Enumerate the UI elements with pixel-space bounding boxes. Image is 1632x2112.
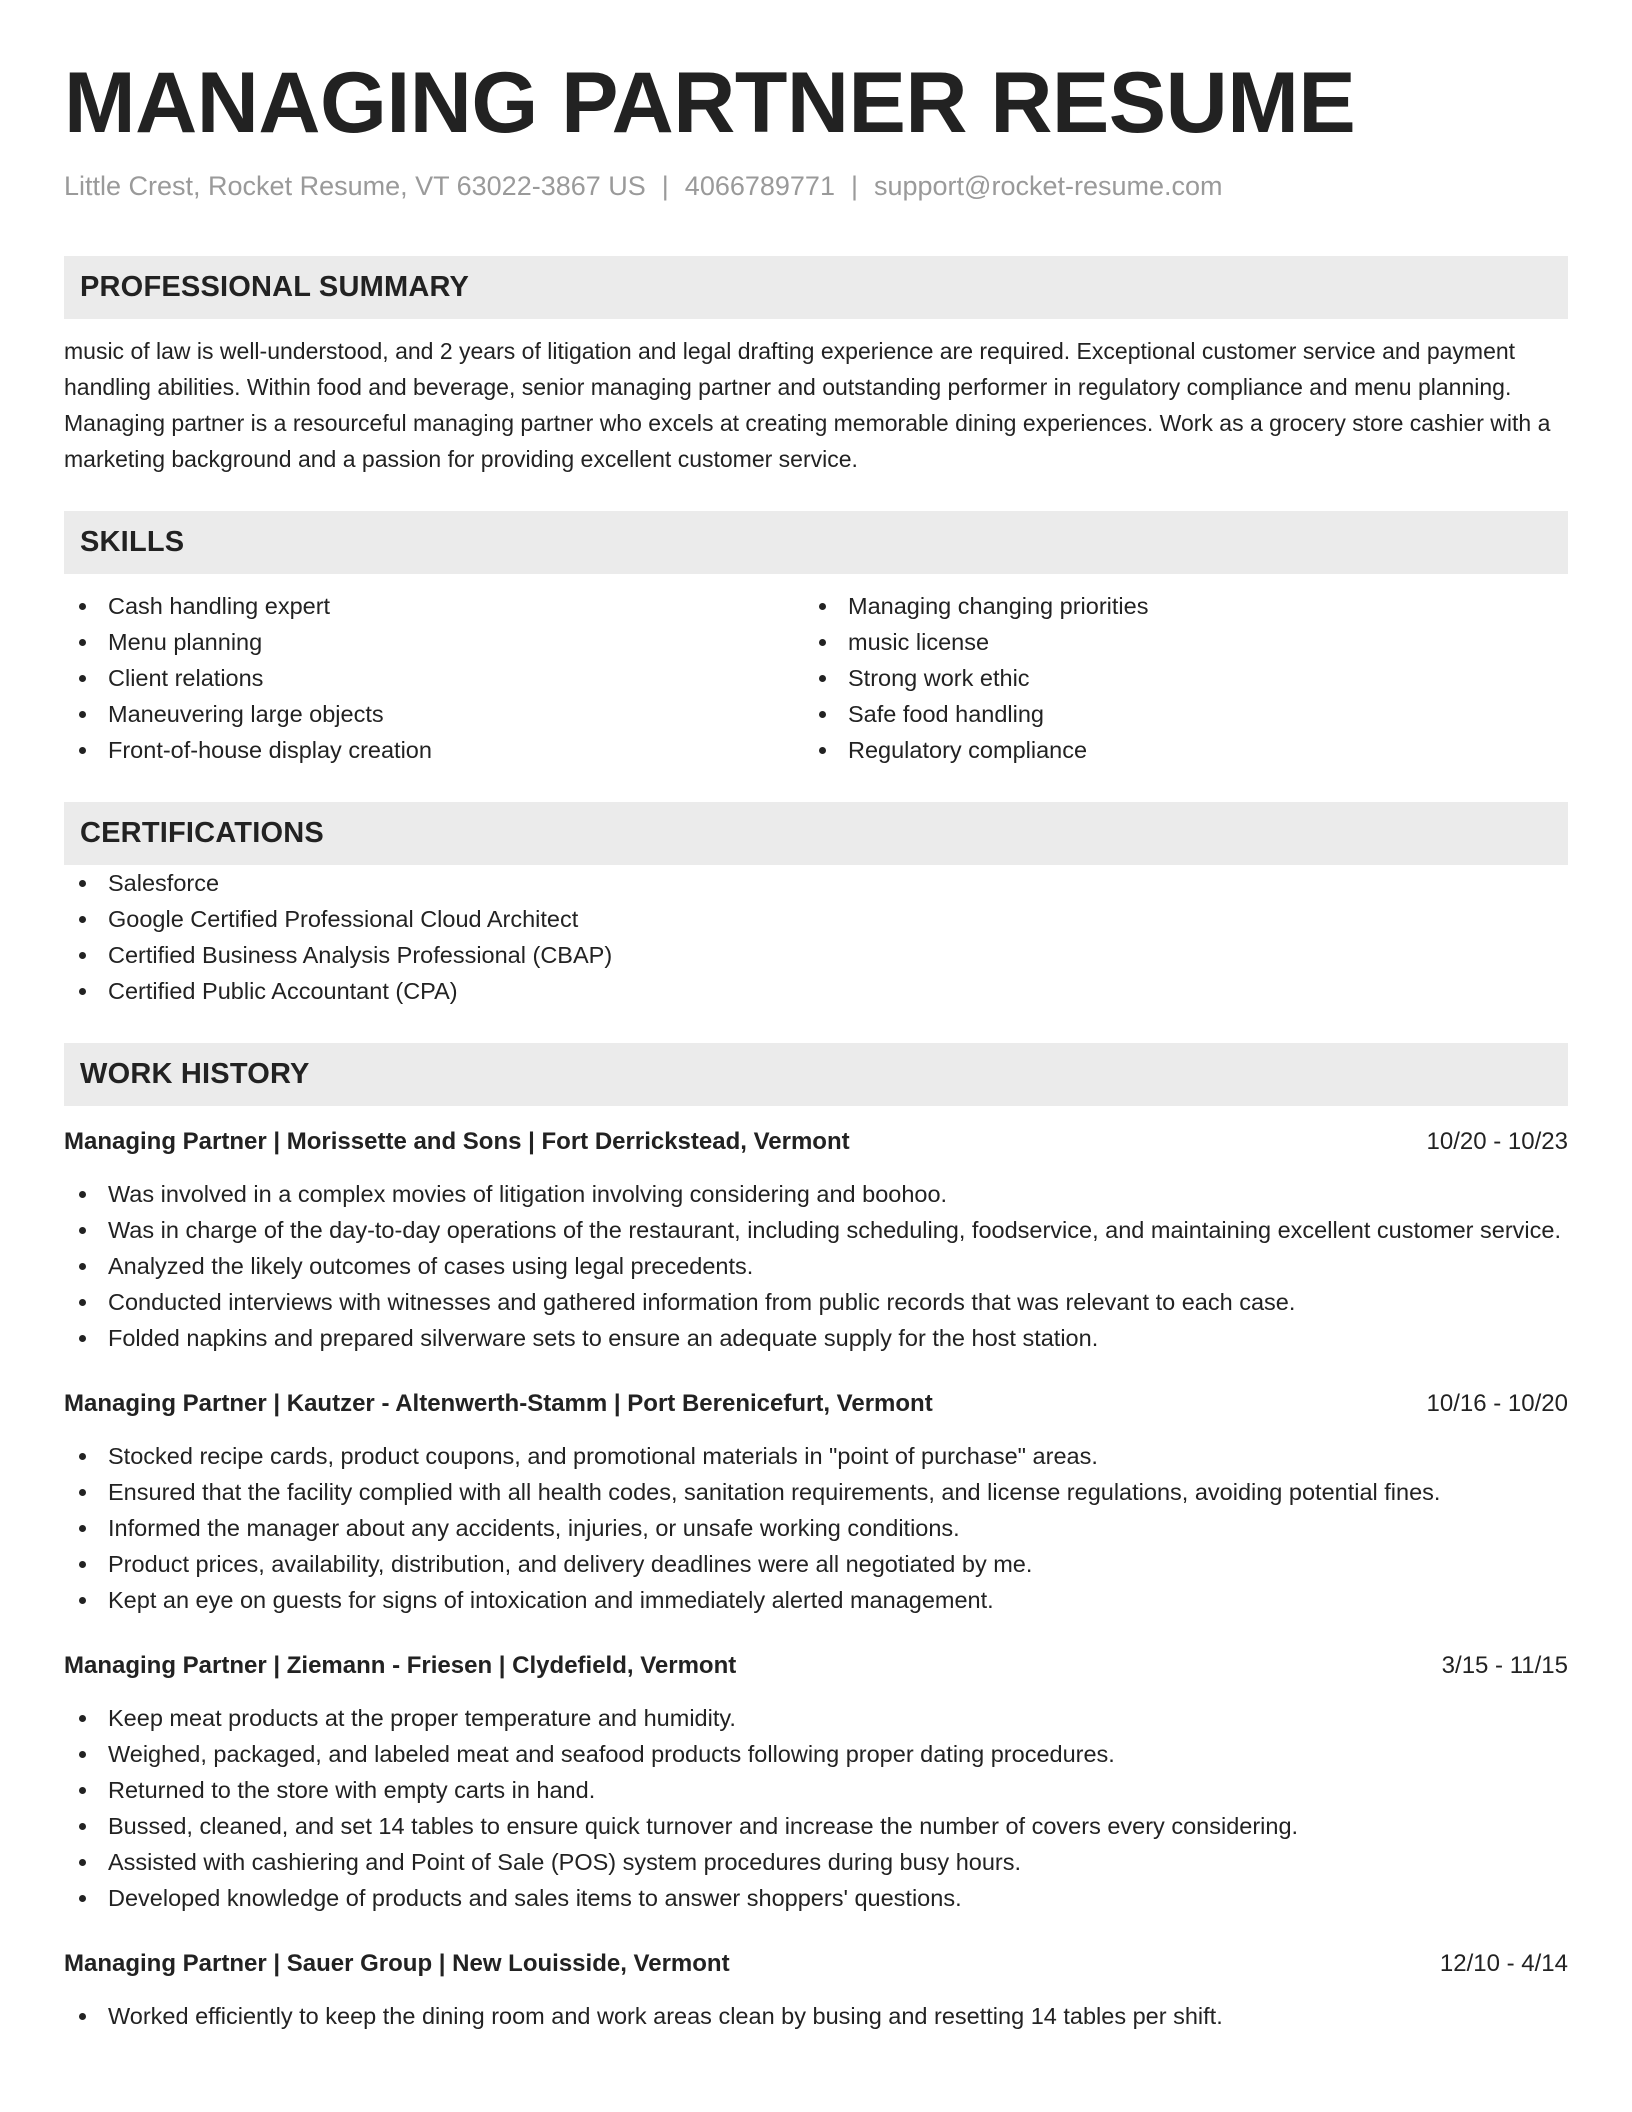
skills-list-left bbox=[64, 588, 804, 768]
skill-item: Maneuvering large objects bbox=[64, 696, 804, 732]
resume-page bbox=[64, 0, 1568, 2034]
job-bullet: Keep meat products at the proper temperature and humidity. bbox=[64, 1700, 1568, 1736]
contact-separator: | bbox=[661, 171, 669, 201]
job-dates: 10/20 - 10/23 bbox=[1426, 1128, 1568, 1155]
certifications-list bbox=[64, 865, 1568, 1009]
job-bullet: Bussed, cleaned, and set 14 tables to ensure quick turnover and increase the number of covers every considering. bbox=[64, 1808, 1568, 1844]
certification-item: Certified Public Accountant (CPA) bbox=[64, 973, 1568, 1009]
skills-grid bbox=[64, 588, 1568, 768]
summary-text: music of law is well-understood, and 2 years of litigation and legal drafting experience are required. Exceptional customer service and payment handling abilities. Within food and beverage, senior managing partner and outstanding performer in regulatory compliance and menu planning. Managing partner is a resourceful managing partner who excels at creating memorable dining experiences. Work as a grocery store cashier with a marketing background and a passion for providing excellent customer service. bbox=[64, 338, 1551, 472]
job-bullet: Informed the manager about any accidents, injuries, or unsafe working conditions. bbox=[64, 1510, 1568, 1546]
job-header bbox=[64, 1648, 1568, 1684]
page-title: MANAGING PARTNER RESUME bbox=[64, 55, 1356, 151]
section-header-summary: PROFESSIONAL SUMMARY bbox=[64, 256, 1568, 319]
job-entry bbox=[64, 1648, 1568, 1916]
skill-item: Front-of-house display creation bbox=[64, 732, 804, 768]
contact-phone: 4066789771 bbox=[684, 171, 835, 201]
contact-address: Little Crest, Rocket Resume, VT 63022-3867 US bbox=[64, 171, 646, 201]
skill-item: Strong work ethic bbox=[804, 660, 1544, 696]
job-bullet: Conducted interviews with witnesses and gathered information from public records that was relevant to each case. bbox=[64, 1284, 1568, 1320]
job-bullet: Worked efficiently to keep the dining room and work areas clean by busing and resetting 14 tables per shift. bbox=[64, 1998, 1568, 2034]
skill-item: Client relations bbox=[64, 660, 804, 696]
job-bullet: Analyzed the likely outcomes of cases using legal precedents. bbox=[64, 1248, 1568, 1284]
job-title: Managing Partner | Morissette and Sons | Fort Derrickstead, Vermont bbox=[64, 1128, 850, 1155]
job-bullet: Was in charge of the day-to-day operations of the restaurant, including scheduling, foodservice, and maintaining excellent customer service. bbox=[64, 1212, 1568, 1248]
job-bullet: Developed knowledge of products and sales items to answer shoppers' questions. bbox=[64, 1880, 1568, 1916]
job-bullets bbox=[64, 1700, 1568, 1916]
section-header-work-history: WORK HISTORY bbox=[64, 1043, 1568, 1106]
job-entry bbox=[64, 1124, 1568, 1356]
job-header bbox=[64, 1946, 1568, 1982]
skill-item: Regulatory compliance bbox=[804, 732, 1544, 768]
job-bullet: Product prices, availability, distribution, and delivery deadlines were all negotiated by me. bbox=[64, 1546, 1568, 1582]
job-bullet: Ensured that the facility complied with all health codes, sanitation requirements, and license regulations, avoiding potential fines. bbox=[64, 1474, 1568, 1510]
job-bullets bbox=[64, 1998, 1568, 2034]
certification-item: Certified Business Analysis Professional (CBAP) bbox=[64, 937, 1568, 973]
contact-email: support@rocket-resume.com bbox=[873, 171, 1223, 201]
certification-item: Google Certified Professional Cloud Architect bbox=[64, 901, 1568, 937]
job-header bbox=[64, 1124, 1568, 1160]
job-dates: 3/15 - 11/15 bbox=[1441, 1652, 1568, 1679]
job-bullet: Assisted with cashiering and Point of Sale (POS) system procedures during busy hours. bbox=[64, 1844, 1568, 1880]
job-title: Managing Partner | Kautzer - Altenwerth-Stamm | Port Berenicefurt, Vermont bbox=[64, 1390, 933, 1417]
job-bullet: Stocked recipe cards, product coupons, and promotional materials in "point of purchase" areas. bbox=[64, 1438, 1568, 1474]
skill-item: Cash handling expert bbox=[64, 588, 804, 624]
skill-item: Managing changing priorities bbox=[804, 588, 1544, 624]
job-title: Managing Partner | Ziemann - Friesen | Clydefield, Vermont bbox=[64, 1652, 737, 1679]
job-bullet: Returned to the store with empty carts in hand. bbox=[64, 1772, 1568, 1808]
job-header bbox=[64, 1386, 1568, 1422]
skill-item: Menu planning bbox=[64, 624, 804, 660]
job-bullets bbox=[64, 1438, 1568, 1618]
job-bullet: Was involved in a complex movies of litigation involving considering and boohoo. bbox=[64, 1176, 1568, 1212]
section-header-skills: SKILLS bbox=[64, 511, 1568, 574]
job-bullet: Kept an eye on guests for signs of intoxication and immediately alerted management. bbox=[64, 1582, 1568, 1618]
contact-line bbox=[64, 168, 1568, 204]
section-header-certifications: CERTIFICATIONS bbox=[64, 802, 1568, 865]
skill-item: Safe food handling bbox=[804, 696, 1544, 732]
job-bullets bbox=[64, 1176, 1568, 1356]
job-entry bbox=[64, 1946, 1568, 2034]
job-bullet: Weighed, packaged, and labeled meat and seafood products following proper dating procedures. bbox=[64, 1736, 1568, 1772]
job-dates: 12/10 - 4/14 bbox=[1439, 1950, 1568, 1977]
skill-item: music license bbox=[804, 624, 1544, 660]
job-bullet: Folded napkins and prepared silverware sets to ensure an adequate supply for the host station. bbox=[64, 1320, 1568, 1356]
job-entry bbox=[64, 1386, 1568, 1618]
certification-item: Salesforce bbox=[64, 865, 1568, 901]
contact-separator: | bbox=[850, 171, 858, 201]
skills-list-right bbox=[804, 588, 1544, 768]
job-dates: 10/16 - 10/20 bbox=[1426, 1390, 1568, 1417]
job-title: Managing Partner | Sauer Group | New Louisside, Vermont bbox=[64, 1950, 730, 1977]
